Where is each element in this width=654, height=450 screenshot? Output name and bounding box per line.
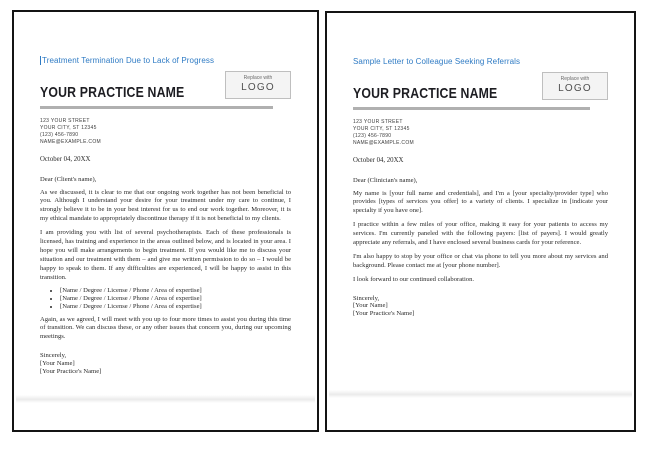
- signature-block: [353, 295, 608, 318]
- address-line: (123) 456-7890: [353, 132, 392, 139]
- address-line: 123 YOUR STREET: [40, 117, 90, 124]
- logo-placeholder-label: Replace with: [560, 76, 590, 82]
- address-line: NAME@EXAMPLE.COM: [353, 139, 414, 146]
- address-block: [40, 118, 291, 146]
- letterhead: [40, 73, 291, 101]
- letter-page-termination: [12, 10, 319, 432]
- body-paragraph: Again, as we agreed, I will meet with you up to four more times to assist you during this time of transition. We can discuss these, or any other issues that concern you, during our upcoming meetings.: [40, 315, 291, 341]
- document-title-row: [40, 56, 291, 65]
- body-paragraph: I am providing you with list of several psychotherapists. Each of these professionals is licensed, has training and experience in the areas outlined below, and is located in your area. I hope you will make arrangements to begin treatment. If you would like me to discuss your situation and our treatment with them – and give me written permission to do so – I would be happy to speak to them. If any difficulties are experienced, I will be happy to assist in this transition.: [40, 229, 291, 281]
- letter-page-referrals: [325, 11, 636, 432]
- header-divider: [40, 106, 273, 109]
- letter-date: October 04, 20XX: [353, 156, 404, 164]
- logo-placeholder[interactable]: [225, 71, 291, 99]
- referral-list: [52, 287, 291, 311]
- page-break-shadow: [16, 395, 315, 403]
- logo-placeholder-text: LOGO: [241, 82, 275, 93]
- body-paragraph: I look forward to our continued collaboration.: [353, 275, 475, 283]
- body-paragraph: I practice within a few miles of your office, making it easy for your patients to access my services. I'm currently paneled with the following payers: [list of payers]. I would greatly appreciate any referrals, and I have enclosed several business cards for your reference.: [353, 221, 608, 247]
- letter-date: October 04, 20XX: [40, 155, 91, 163]
- header-divider: [353, 107, 590, 110]
- address-line: (123) 456-7890: [40, 131, 79, 138]
- letterhead: [353, 74, 608, 102]
- referral-list-item: • [Name / Degree / License / Phone / Area of expertise]: [60, 295, 291, 303]
- text-cursor: [40, 56, 41, 65]
- body-paragraph: My name is [your full name and credentials], and I'm a [your specialty/provider type] who provides [types of services you offer] to a variety of clients. I specialize in [indicate your specialty if you have one].: [353, 189, 608, 215]
- signature-line: [Your Practice's Name]: [40, 367, 102, 375]
- document-title-row: [353, 57, 608, 66]
- signature-line: Sincerely,: [40, 352, 67, 360]
- body-paragraph: I'm also happy to stop by your office or chat via phone to tell you more about my services and background. Please contact me at [your phone number].: [353, 252, 608, 269]
- referral-list-item: • [Name / Degree / License / Phone / Area of expertise]: [60, 303, 291, 311]
- logo-placeholder-text: LOGO: [558, 83, 592, 94]
- address-block: [353, 119, 608, 147]
- salutation: Dear (Client's name),: [40, 175, 97, 183]
- practice-name: YOUR PRACTICE NAME: [353, 85, 498, 102]
- signature-line: [Your Name]: [353, 302, 388, 310]
- document-title[interactable]: Treatment Termination Due to Lack of Progress: [42, 56, 215, 65]
- page-break-shadow: [329, 390, 632, 398]
- signature-line: [Your Practice's Name]: [353, 310, 415, 318]
- practice-name: YOUR PRACTICE NAME: [40, 84, 185, 101]
- address-line: YOUR CITY, ST 12345: [40, 124, 97, 131]
- address-line: NAME@EXAMPLE.COM: [40, 138, 101, 145]
- logo-placeholder[interactable]: [542, 72, 608, 100]
- body-paragraph: As we discussed, it is clear to me that our ongoing work together has not been beneficial to you. Although I understand your desire for your treatment under my care to continue, I strongly believe it to be in your best interest for us to end our work together. Moreover, it is my ethical mandate to appropriately discontinue therapy if it is not beneficial to my clients.: [40, 188, 291, 223]
- document-title[interactable]: Sample Letter to Colleague Seeking Referrals: [353, 57, 521, 66]
- logo-placeholder-label: Replace with: [243, 75, 273, 81]
- address-line: 123 YOUR STREET: [353, 118, 403, 125]
- signature-block: [40, 352, 291, 375]
- address-line: YOUR CITY, ST 12345: [353, 125, 410, 132]
- salutation: Dear (Clinician's name),: [353, 176, 418, 184]
- referral-list-item: • [Name / Degree / License / Phone / Area of expertise]: [60, 287, 291, 295]
- signature-line: Sincerely,: [353, 294, 380, 302]
- signature-line: [Your Name]: [40, 360, 75, 368]
